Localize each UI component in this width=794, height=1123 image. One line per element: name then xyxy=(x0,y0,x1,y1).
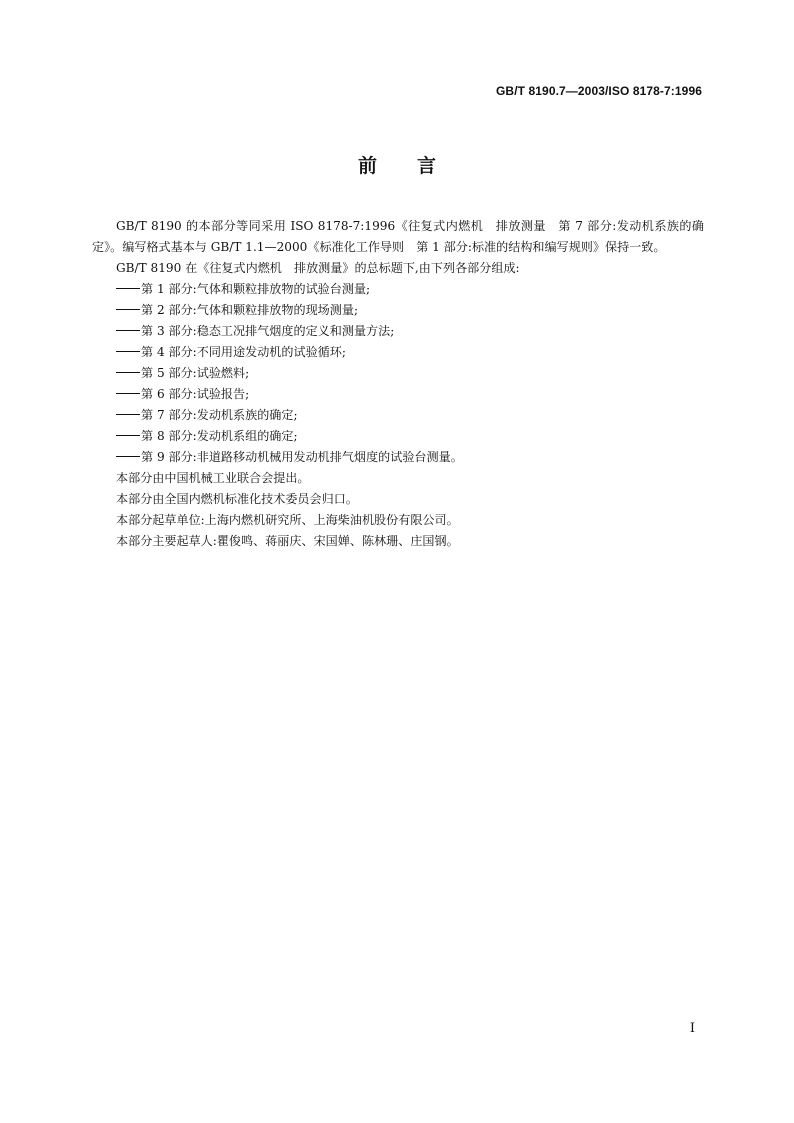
list-item xyxy=(92,426,704,447)
closing-paragraph: 本部分由中国机械工业联合会提出。 xyxy=(116,471,310,485)
dash-mark xyxy=(116,456,140,457)
standard-code: GB/T 8190.7—2003/ISO 8178-7:1996 xyxy=(496,84,702,98)
page-title: 前言 xyxy=(357,155,476,177)
list-item-text: 第 9 部分:非道路移动机械用发动机排气烟度的试验台测量。 xyxy=(141,450,463,464)
closing-paragraph: 本部分由全国内燃机标准化技术委员会归口。 xyxy=(116,492,358,506)
list-item-text: 第 2 部分:气体和颗粒排放物的现场测量; xyxy=(141,303,359,317)
list-item xyxy=(92,321,704,342)
foreword-body xyxy=(92,216,704,552)
list-item-text: 第 8 部分:发动机系组的确定; xyxy=(141,429,298,443)
page-number: I xyxy=(689,1021,695,1036)
closing-paragraph: 本部分主要起草人:瞿俊鸣、蒋丽庆、宋国婵、陈林珊、庄国钢。 xyxy=(116,534,459,548)
list-item xyxy=(92,300,704,321)
list-item-text: 第 6 部分:试验报告; xyxy=(141,387,250,401)
list-item xyxy=(92,342,704,363)
list-item xyxy=(92,279,704,300)
dash-mark xyxy=(116,351,140,352)
list-item xyxy=(92,363,704,384)
list-item-text: 第 3 部分:稳态工况排气烟度的定义和测量方法; xyxy=(141,324,395,338)
list-item xyxy=(92,447,704,468)
dash-mark xyxy=(116,393,140,394)
list-item xyxy=(92,405,704,426)
dash-mark xyxy=(116,435,140,436)
list-item-text: 第 5 部分:试验燃料; xyxy=(141,366,250,380)
dash-mark xyxy=(116,372,140,373)
intro-paragraph: GB/T 8190 在《往复式内燃机 排放测量》的总标题下,由下列各部分组成: xyxy=(116,261,520,275)
parts-list xyxy=(92,279,704,468)
dash-mark xyxy=(116,330,140,331)
list-item-text: 第 1 部分:气体和颗粒排放物的试验台测量; xyxy=(141,282,371,296)
list-item-text: 第 7 部分:发动机系族的确定; xyxy=(141,408,298,422)
dash-mark xyxy=(116,288,140,289)
dash-mark xyxy=(116,414,140,415)
dash-mark xyxy=(116,309,140,310)
list-item xyxy=(92,384,704,405)
list-item-text: 第 4 部分:不同用途发动机的试验循环; xyxy=(141,345,346,359)
intro-paragraph: GB/T 8190 的本部分等同采用 ISO 8178-7:1996《往复式内燃机 排放测量 第 7 部分:发动机系族的确定》。编写格式基本与 GB/T 1.1—2000《标准化工作导则 第 1 部分:标准的结构和编写规则》保持一致。 xyxy=(92,219,704,254)
closing-paragraph: 本部分起草单位:上海内燃机研究所、上海柴油机股份有限公司。 xyxy=(116,513,459,527)
